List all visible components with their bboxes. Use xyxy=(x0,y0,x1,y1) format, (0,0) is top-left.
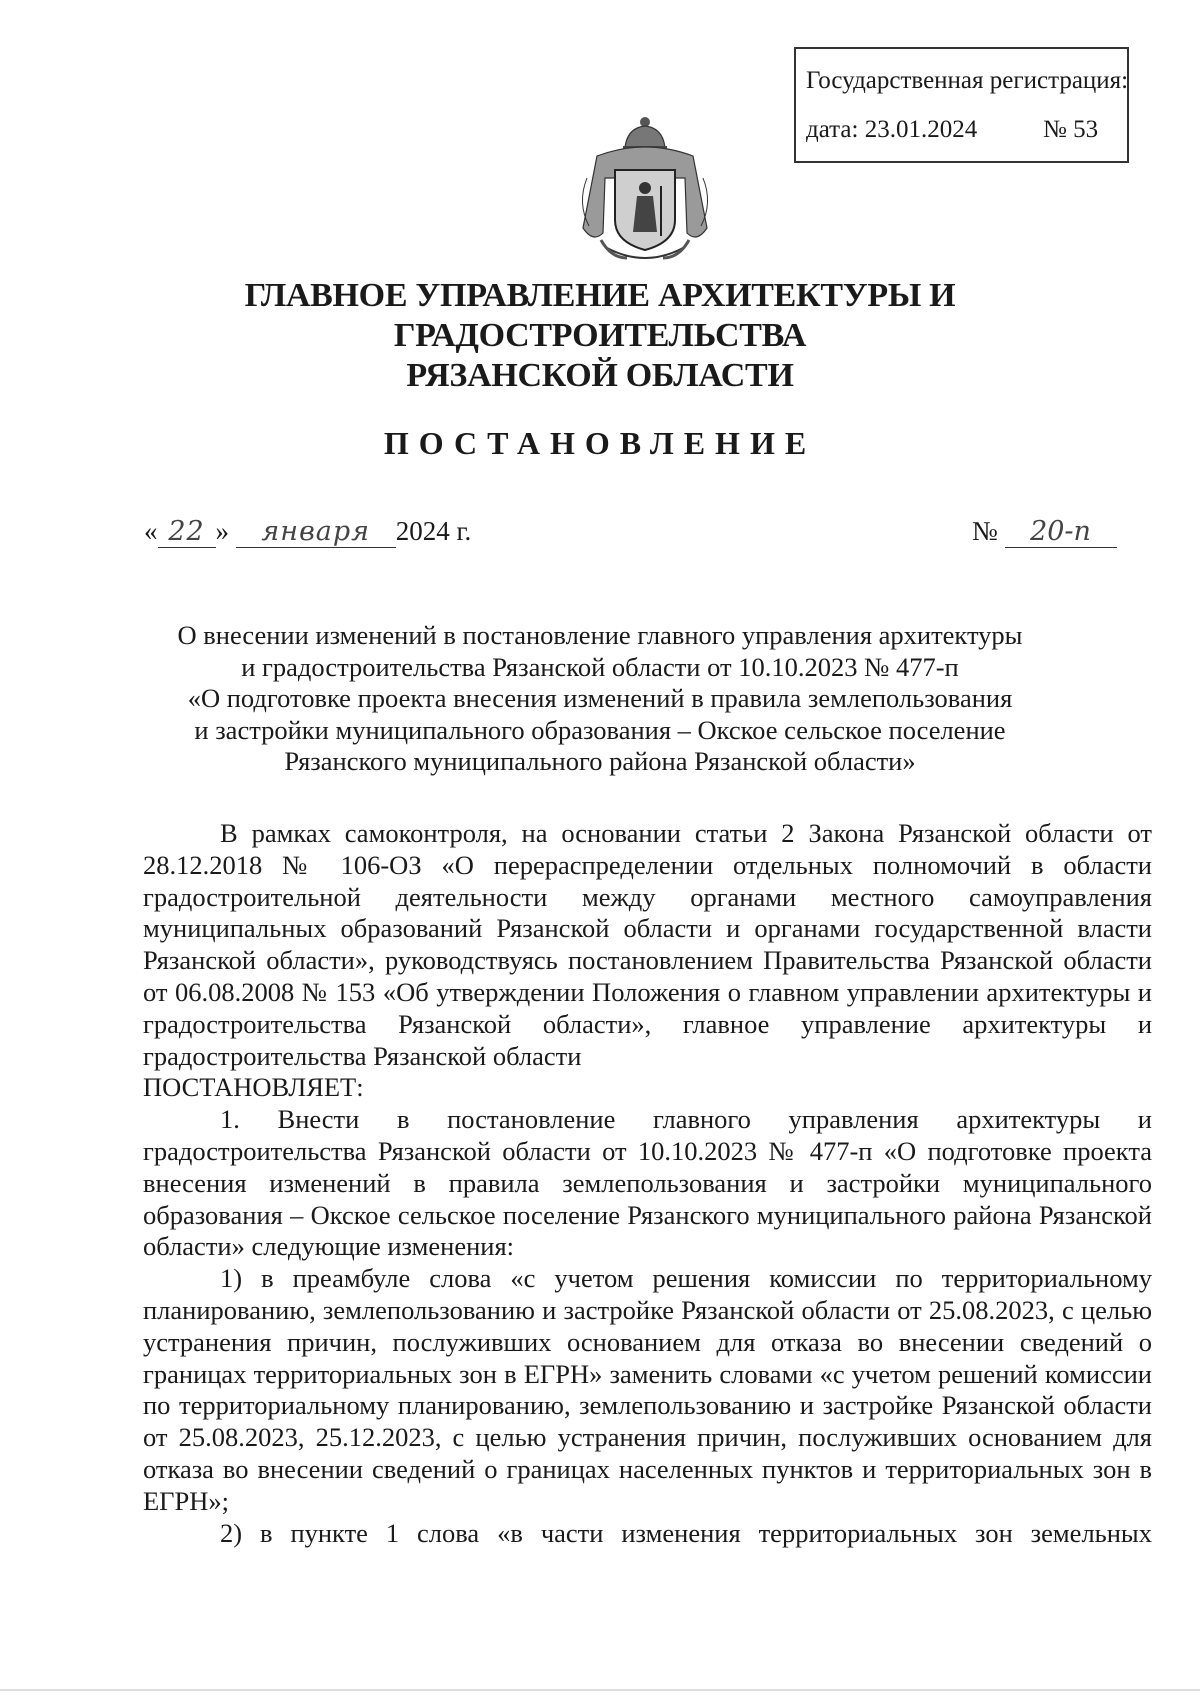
organization-title-line2: РЯЗАНСКОЙ ОБЛАСТИ xyxy=(406,357,794,394)
date-year: 2024 г. xyxy=(395,516,472,546)
subject-line: «О подготовке проекта внесения изменений в правила землепользования xyxy=(187,683,1013,713)
decree-body xyxy=(143,818,1152,1549)
decree-subject xyxy=(120,620,1080,778)
registration-stamp xyxy=(794,47,1129,163)
decree-word: ПОСТАНОВЛЯЕТ: xyxy=(143,1072,364,1103)
preamble-paragraph: В рамках самоконтроля, на основании статьи 2 Закона Рязанской области от 28.12.2018 № 106-ОЗ «О перераспределении отдельных полномочий в области градостроительной деятельности между органами местного самоуправления муниципальных образований Рязанской области и органами государственной власти Рязанской области», руководствуясь постановлением Правительства Рязанской области от 06.08.2008 № 153 «Об утверждении Положения о главном управлении архитектуры и градостроительства Рязанской области», главное управление архитектуры и градостроительства Рязанской области xyxy=(143,818,1152,1071)
registration-number: № 53 xyxy=(1043,116,1099,143)
registration-title: Государственная регистрация: xyxy=(806,67,1129,94)
handwritten-number: 20-п xyxy=(1005,517,1117,548)
organization-title xyxy=(100,276,1100,396)
date-close-quote: » xyxy=(215,516,229,546)
subject-line: О внесении изменений в постановление главного управления архитектуры xyxy=(177,620,1023,650)
handwritten-day: 22 xyxy=(158,517,216,548)
number-label: № xyxy=(972,516,998,546)
decree-number xyxy=(972,516,1117,548)
document-type: ПОСТАНОВЛЕНИЕ xyxy=(383,425,817,461)
item-1-paragraph: 1. Внести в постановление главного управления архитектуры и градостроительства Рязанской области от 10.10.2023 № 477-п «О подготовке проекта внесения изменений в правила землепользования и застройки муниципального образования – Окское сельское поселение Рязанского муниципального района Рязанской области» следующие изменения: xyxy=(143,1104,1152,1262)
ryazan-coat-of-arms-icon xyxy=(567,108,723,270)
registration-date: дата: 23.01.2024 xyxy=(806,116,978,143)
subitem-1-paragraph: 1) в преамбуле слова «с учетом решения комиссии по территориальному планированию, землепользованию и застройке Рязанской области от 25.08.2023, с целью устранения причин, послуживших основанием для отказа во внесении сведений о границах территориальных зон в ЕГРН» заменить словами «с учетом решений комиссии по территориальному планированию, землепользованию и застройке Рязанской области от 25.08.2023, 25.12.2023, с целью устранения причин, послуживших основанием для отказа во внесении сведений о границах населенных пунктов и территориальных зон в ЕГРН»; xyxy=(143,1263,1152,1516)
page-bottom-edge xyxy=(0,1689,1200,1691)
organization-title-line1: ГЛАВНОЕ УПРАВЛЕНИЕ АРХИТЕКТУРЫ И ГРАДОСТРОИТЕЛЬСТВА xyxy=(244,277,956,354)
handwritten-month: января xyxy=(236,517,396,548)
subitem-2-paragraph: 2) в пункте 1 слова «в части изменения территориальных зон земельных xyxy=(220,1517,1152,1548)
decree-date xyxy=(144,516,471,548)
subject-line: Рязанского муниципального района Рязанской области» xyxy=(284,746,916,776)
subject-line: и градостроительства Рязанской области от 10.10.2023 № 477-п xyxy=(241,651,959,682)
date-open-quote: « xyxy=(144,516,158,546)
subject-line: и застройки муниципального образования – Окское сельское поселение xyxy=(194,714,1006,745)
